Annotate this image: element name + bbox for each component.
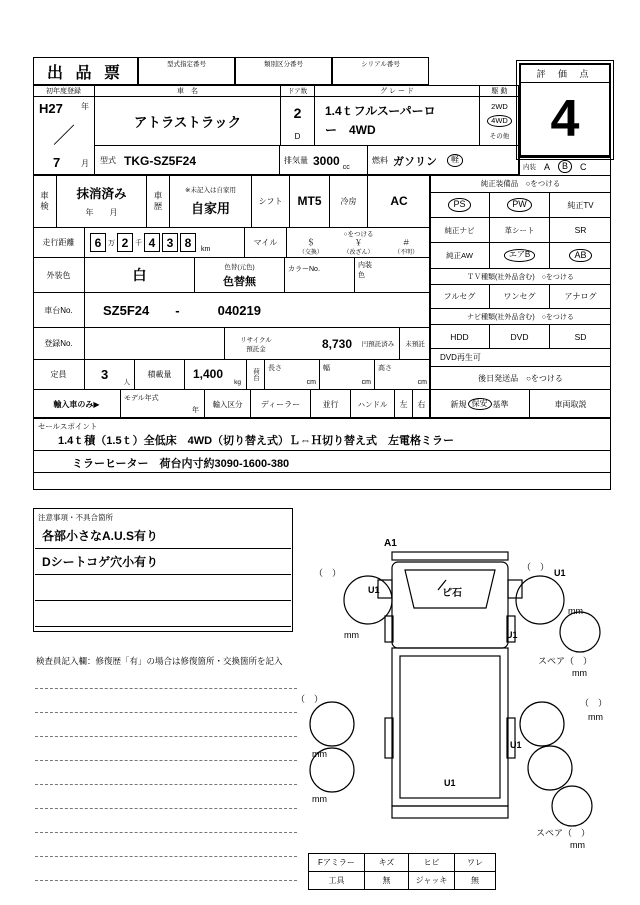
chassis-no-suffix: 040219 xyxy=(217,302,261,318)
history-note: ※未記入は自家用 xyxy=(185,187,236,194)
serial-number-field xyxy=(332,57,429,85)
capacity-unit: 人 xyxy=(123,379,130,386)
remark-tampered-note: （改ざん） xyxy=(343,250,374,256)
sales-points-line2: ミラーヒーター 荷台内寸約3090-1600-380 xyxy=(72,458,290,470)
tv-type-header: ＴＶ種類(社外品含む) ○をつける xyxy=(430,269,611,285)
equipment-leather-seat: 革シート xyxy=(490,218,550,243)
drive-cell xyxy=(480,97,519,145)
chassis-no-dash: - xyxy=(175,302,180,318)
load-value-cell xyxy=(185,360,247,390)
new-safety-standard-cell xyxy=(430,390,530,418)
evaluation-label: 評 価 点 xyxy=(521,65,609,83)
circle-note: ○をつける xyxy=(343,231,374,238)
shaken-value: 抹消済み xyxy=(76,187,127,201)
deposited-label: 円預託済み xyxy=(357,328,399,360)
writing-line xyxy=(35,784,297,785)
shaken-label-cell xyxy=(33,175,57,228)
fuel-cell xyxy=(368,145,519,175)
color-no-label: カラーNo. xyxy=(288,266,320,273)
vehicle-manual-cell: 車両取説 xyxy=(554,399,587,409)
mileage-remarks-cell xyxy=(287,228,430,258)
chassis-no-value-cell xyxy=(85,293,430,328)
notes-rule-4 xyxy=(35,626,291,627)
bed-width-label: 幅 xyxy=(323,365,330,372)
import-only-label: 輸入車のみ▶ xyxy=(33,390,121,418)
exterior-color-label: 外装色 xyxy=(33,258,85,293)
mirror-condition-label: Fアミラー xyxy=(309,854,365,871)
bed-width-cell xyxy=(320,360,375,390)
unit-sen: 千 xyxy=(135,239,142,247)
capacity-label: 定員 xyxy=(33,360,85,390)
equipment-header: 純正装備品 ○をつける xyxy=(430,175,611,193)
writing-line xyxy=(35,736,297,737)
first-registration-month: 7 xyxy=(53,155,61,170)
import-parallel-option: 並行 xyxy=(311,390,351,418)
registration-slash: ／ xyxy=(53,123,76,148)
diagram-label: A1 xyxy=(384,538,397,549)
model-designation-label: 型式指定番号 xyxy=(167,61,206,68)
first-registration-value xyxy=(33,97,94,175)
tire-front-right xyxy=(516,576,564,624)
recycle-label-line2: 預託金 xyxy=(246,345,266,353)
interior-option-b-circled: B xyxy=(558,160,572,174)
unit-man: 万 xyxy=(108,239,115,247)
shift-value: MT5 xyxy=(290,175,330,228)
sales-points-label: セールスポイント xyxy=(38,422,98,431)
fuel-circled-option: 軽 xyxy=(447,154,463,166)
handle-right-option: 右 xyxy=(412,390,430,418)
new-safety-prefix: 新規 xyxy=(450,399,467,409)
jack-value: 無 xyxy=(471,876,479,885)
equipment-genuine-navi: 純正ナビ xyxy=(430,218,490,243)
equipment-ps-circled xyxy=(430,193,490,218)
equipment-sunroof: SR xyxy=(550,218,611,243)
load-value: 1,400 xyxy=(193,367,224,381)
remark-tampered-symbol: ￥ xyxy=(354,238,363,247)
diagram-label: mm xyxy=(572,668,587,678)
drive-option-other: その他 xyxy=(489,132,510,140)
sales-rule-2 xyxy=(34,472,610,473)
truck-tailgate xyxy=(392,806,508,818)
equipment-genuine-tv: 純正TV xyxy=(550,193,611,218)
first-registration-cell xyxy=(33,85,95,175)
scratch-label: キズ xyxy=(365,854,409,871)
ps-value: PS xyxy=(448,198,470,212)
chassis-no-label: 車台No. xyxy=(33,293,85,328)
remark-unknown-symbol: ＃ xyxy=(402,238,411,247)
vehicle-name-header: 車 名 xyxy=(95,85,281,97)
tools-label: 工具 xyxy=(309,872,365,889)
registration-no-label: 登録No. xyxy=(33,328,85,360)
remark-unknown-note: （不明） xyxy=(394,250,419,256)
recycle-label-cell xyxy=(225,328,287,360)
diagram-label: （ ） xyxy=(580,698,608,708)
writing-line xyxy=(35,712,297,713)
sales-points-frame xyxy=(33,418,611,490)
mile-label: マイル xyxy=(245,228,287,258)
notes-rule-1 xyxy=(35,548,291,549)
odometer-digits xyxy=(85,228,244,257)
writing-line xyxy=(35,808,297,809)
doors-header: ドア数 xyxy=(281,85,315,97)
diagram-label: mm xyxy=(570,840,585,850)
registration-no-value-cell xyxy=(85,328,225,360)
truck-windshield xyxy=(405,570,495,608)
serial-number-label: シリアル番号 xyxy=(361,61,400,68)
notes-line2: Dシートコゲ穴小有り xyxy=(42,555,159,569)
bed-label: 荷台 xyxy=(252,368,259,381)
model-designation-field xyxy=(138,57,235,85)
diagram-label: mm xyxy=(312,794,327,804)
sales-rule-1 xyxy=(34,450,610,451)
odometer-digit: 2 xyxy=(117,233,133,252)
shaken-date: 年 月 xyxy=(85,208,118,217)
diagram-label: U1 xyxy=(510,740,522,750)
model-year-unit: 年 xyxy=(192,407,199,414)
abs-value: AB xyxy=(569,249,591,263)
remark-tampered xyxy=(335,239,383,257)
tv-full-seg-option: フルセグ xyxy=(430,285,490,309)
import-dealer-option: ディーラー xyxy=(251,390,311,418)
capacity-value: 3 xyxy=(101,367,109,382)
odometer-digit: 4 xyxy=(144,233,160,252)
interior-grade-box xyxy=(519,157,611,176)
airbag-value: エアB xyxy=(504,249,535,261)
recolor-label: 色替(元色) xyxy=(224,263,255,271)
drive-option-2wd: 2WD xyxy=(491,102,508,112)
diagram-label: mm xyxy=(568,606,583,616)
doors-suffix: D xyxy=(294,131,301,141)
tools-value: 無 xyxy=(365,872,409,889)
truck-outline-svg xyxy=(292,528,632,848)
bed-label-cell xyxy=(247,360,265,390)
fuel-label: 燃料 xyxy=(372,156,388,165)
navi-type-header: ナビ種類(社外品含む) ○をつける xyxy=(430,309,611,325)
tv-analog-option: アナログ xyxy=(550,285,611,309)
model-year-cell xyxy=(121,390,205,418)
tire-rear-right-1 xyxy=(520,702,564,746)
navi-sd-option: SD xyxy=(550,325,611,349)
dvd-playback-row: DVD再生可 xyxy=(430,349,611,367)
drive-option-4wd-circled: 4WD xyxy=(487,115,512,127)
evaluation-score: 4 xyxy=(550,89,580,148)
displacement-value: 3000 xyxy=(313,153,340,168)
first-registration-label: 初年度登録 xyxy=(33,85,94,97)
truck-mirror-right xyxy=(508,580,522,598)
jack-label: ジャッキ xyxy=(409,872,455,889)
bed-length-unit: cm xyxy=(306,379,316,386)
equipment-genuine-aw: 純正AW xyxy=(430,243,490,269)
inspector-note: 検査員記入欄：修復歴「有」の場合は修復箇所・交換箇所を記入 xyxy=(36,656,283,666)
history-value-cell xyxy=(170,175,252,228)
equipment-airbag-circled xyxy=(490,243,550,269)
sheet-title: 出 品 票 xyxy=(33,57,138,85)
new-safety-suffix: 基準 xyxy=(492,399,509,409)
history-label: 車歴 xyxy=(153,190,163,212)
exterior-color-value: 白 xyxy=(85,258,195,293)
writing-line xyxy=(35,832,297,833)
bed-height-cell xyxy=(375,360,430,390)
tire-spare-2 xyxy=(552,786,592,826)
interior-label: 内装 xyxy=(523,164,536,171)
load-unit: kg xyxy=(234,379,241,386)
grade-cell xyxy=(315,97,480,145)
diagram-label: U1 xyxy=(554,568,566,578)
windshield-chip-mark xyxy=(438,580,446,590)
remark-unknown xyxy=(382,239,430,257)
equipment-abs-circled xyxy=(550,243,611,269)
class-division-field xyxy=(235,57,332,85)
year-unit-label: 年 xyxy=(81,102,89,111)
cooling-value: AC xyxy=(368,175,430,228)
handle-left-option: 左 xyxy=(399,399,408,409)
model-value: TKG-SZ5F24 xyxy=(124,153,197,168)
model-year-label: モデル年式 xyxy=(124,395,159,402)
odometer-cell xyxy=(85,228,245,258)
notes-rule-2 xyxy=(35,574,291,575)
interior-color-label: 内装色 xyxy=(358,262,372,279)
diagram-label: （ ） xyxy=(314,568,342,578)
diagram-label: mm xyxy=(588,712,603,722)
writing-line xyxy=(35,760,297,761)
remark-exchange-symbol: ＄ xyxy=(306,238,315,247)
diagram-label: mm xyxy=(344,630,359,640)
new-safety-circled: 保安 xyxy=(468,398,492,410)
tire-rear-left-2 xyxy=(310,748,354,792)
navi-dvd-option: DVD xyxy=(490,325,550,349)
grade-line2: ー 4WD xyxy=(325,123,376,138)
notes-header: 注意事項・不具合箇所 xyxy=(38,513,113,522)
diagram-label: ピ石 xyxy=(442,588,462,599)
diagram-label: （ ） xyxy=(522,562,550,572)
writing-line xyxy=(35,880,297,881)
displacement-label: 排気量 xyxy=(284,156,308,165)
interior-color-cell xyxy=(355,258,430,293)
history-label-cell xyxy=(147,175,170,228)
model-cell xyxy=(95,145,280,175)
bed-length-cell xyxy=(265,360,320,390)
tire-rear-left-1 xyxy=(310,702,354,746)
doors-value: 2 xyxy=(293,105,302,121)
grade-header: グ レ ー ド xyxy=(315,85,480,97)
interior-option-c: C xyxy=(580,161,587,172)
tire-spare-1 xyxy=(560,612,600,652)
notes-line1: 各部小さなA.U.S有り xyxy=(42,529,159,543)
chassis-no-prefix: SZ5F24 xyxy=(103,302,150,318)
remark-exchange xyxy=(287,239,335,257)
model-label: 型式 xyxy=(100,156,116,165)
bed-height-label: 高さ xyxy=(378,365,392,372)
recycle-label-line1: リサイクル xyxy=(240,336,272,344)
shaken-value-cell xyxy=(57,175,147,228)
handle-label: ハンドル xyxy=(351,390,395,418)
doors-cell xyxy=(281,97,315,145)
diagram-label: mm xyxy=(312,749,327,759)
pw-value: PW xyxy=(507,198,532,212)
diagram-label: U1 xyxy=(506,630,518,640)
class-division-label: 類別区分番号 xyxy=(264,61,303,68)
crack-label: ヒビ xyxy=(409,854,455,871)
mileage-label: 走行距離 xyxy=(33,228,85,258)
odometer-digit: 3 xyxy=(162,233,178,252)
load-label: 積載量 xyxy=(135,360,185,390)
navi-hdd-option: HDD xyxy=(430,325,490,349)
tv-one-seg-option: ワンセグ xyxy=(490,285,550,309)
capacity-value-cell xyxy=(85,360,135,390)
bed-height-unit: cm xyxy=(417,379,427,386)
odometer-digit: 6 xyxy=(90,233,106,252)
displacement-cell xyxy=(280,145,368,175)
month-unit-label: 月 xyxy=(81,159,89,168)
table-row xyxy=(309,871,495,889)
tire-rear-right-2 xyxy=(528,746,572,790)
recycle-value: 8,730 xyxy=(287,328,357,360)
equipment-pw-circled xyxy=(490,193,550,218)
notes-rule-3 xyxy=(35,600,291,601)
bed-width-unit: cm xyxy=(361,379,371,386)
diagram-label: U1 xyxy=(444,778,456,788)
diagram-label: U1 xyxy=(368,585,380,595)
history-value: 自家用 xyxy=(190,201,230,216)
tire-front-left xyxy=(344,576,392,624)
remark-exchange-note: （交換） xyxy=(298,250,323,256)
drive-header: 駆 動 xyxy=(480,85,519,97)
odometer-digit: 8 xyxy=(180,233,196,252)
interior-option-a: A xyxy=(544,161,551,172)
cooling-label: 冷房 xyxy=(330,175,368,228)
diagram-label: スペア（ ） xyxy=(538,656,593,666)
diagram-label: スペア（ ） xyxy=(536,828,591,838)
recolor-cell xyxy=(195,258,285,293)
evaluation-box xyxy=(519,63,611,157)
table-row xyxy=(309,854,495,871)
grade-line1: 1.4ｔフルスーパーロ xyxy=(325,104,436,118)
later-shipping-row: 後日発送品 ○をつける xyxy=(430,367,611,390)
import-division-label: 輸入区分 xyxy=(205,390,251,418)
writing-line xyxy=(35,856,297,857)
writing-line xyxy=(35,688,297,689)
fuel-value: ガソリン xyxy=(393,155,437,168)
color-no-cell xyxy=(285,258,355,293)
diagram-label: （ ） xyxy=(296,694,324,704)
shaken-label: 車検 xyxy=(39,190,50,212)
unit-km: km xyxy=(201,246,211,253)
truck-bed-inner xyxy=(400,656,500,798)
displacement-unit: cc xyxy=(342,164,350,171)
truck-cab xyxy=(392,562,508,648)
not-deposited-label: 未預託 xyxy=(399,328,430,360)
sales-points-line1: 1.4ｔ積（1.5ｔ）全低床 4WD（切り替え式）Ｌ⇔Ｈ切り替え式 左電格ミラー xyxy=(58,435,455,447)
shift-label: シフト xyxy=(252,175,290,228)
first-registration-year: H27 xyxy=(39,101,63,116)
tools-condition-table xyxy=(308,853,496,890)
vehicle-name: アトラストラック xyxy=(95,97,281,145)
break-label: ワレ xyxy=(467,858,483,867)
truck-bed xyxy=(392,648,508,806)
truck-front-bumper xyxy=(392,552,508,560)
mileage-remark-options xyxy=(287,239,430,257)
recolor-value: 色替無 xyxy=(223,275,256,288)
bed-length-label: 長さ xyxy=(268,365,282,372)
vehicle-diagram xyxy=(292,528,632,848)
